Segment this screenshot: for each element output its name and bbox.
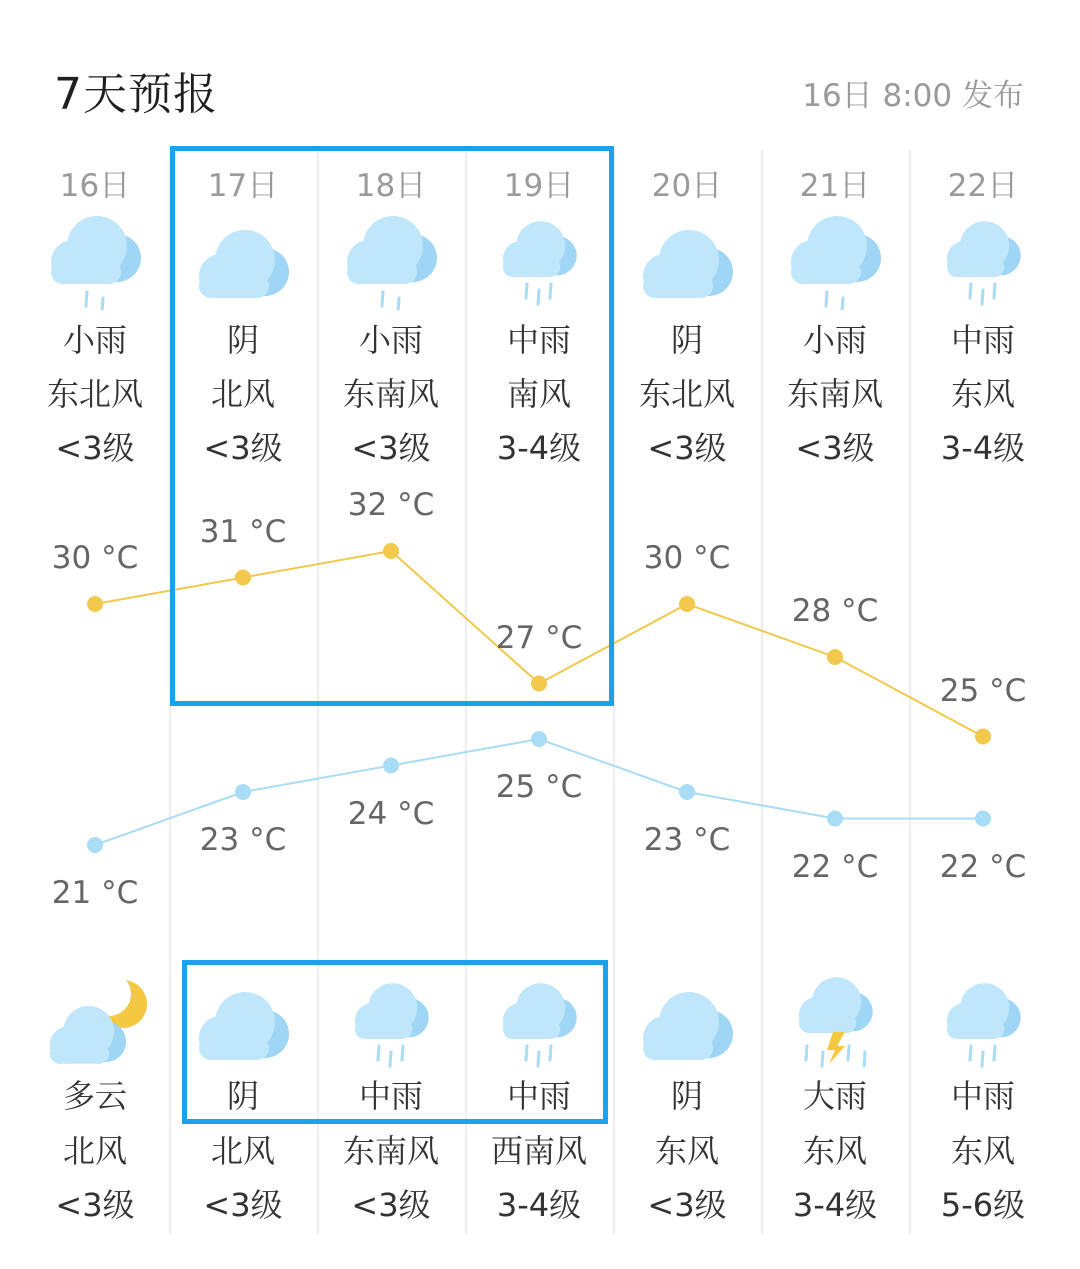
night-wind: 东风 <box>654 1132 719 1170</box>
high-temp-label: 32 °C <box>347 487 435 523</box>
day-weather: 中雨 <box>950 321 1015 359</box>
night-wind-level: 3-4级 <box>496 1186 582 1224</box>
night-wind: 东风 <box>802 1132 867 1170</box>
night-weather: 阴 <box>670 1077 703 1115</box>
high-temp-label: 30 °C <box>51 540 139 576</box>
day-wind: 东北风 <box>638 375 735 413</box>
night-weather: 多云 <box>62 1077 127 1115</box>
day-weather: 中雨 <box>506 321 571 359</box>
night-wind-level: <3级 <box>203 1186 283 1224</box>
day-weather: 小雨 <box>62 321 127 359</box>
published-time: 16日 8:00 发布 <box>802 78 1024 114</box>
night-wind-level: 5-6级 <box>940 1186 1026 1224</box>
day-weather: 阴 <box>226 321 259 359</box>
high-temp-point <box>87 596 103 612</box>
day-wind: 南风 <box>506 375 571 413</box>
night-weather: 阴 <box>226 1077 259 1115</box>
day-date: 21日 <box>799 168 871 204</box>
page-title: 7天预报 <box>54 69 218 120</box>
day-wind: 东北风 <box>46 375 143 413</box>
night-weather: 中雨 <box>358 1077 423 1115</box>
day-date: 22日 <box>947 168 1019 204</box>
low-temp-label: 25 °C <box>495 769 583 805</box>
day-date: 18日 <box>355 168 427 204</box>
day-wind-level: 3-4级 <box>940 429 1026 467</box>
day-wind-level: <3级 <box>203 429 283 467</box>
low-temp-point <box>975 811 991 827</box>
day-date: 17日 <box>207 168 279 204</box>
night-wind: 东风 <box>950 1132 1015 1170</box>
night-wind: 西南风 <box>490 1132 587 1170</box>
high-temp-label: 28 °C <box>791 593 879 629</box>
night-wind-level: <3级 <box>55 1186 135 1224</box>
night-wind-level: <3级 <box>647 1186 727 1224</box>
day-wind-level: <3级 <box>647 429 727 467</box>
day-wind-level: <3级 <box>795 429 875 467</box>
low-temp-label: 22 °C <box>939 848 1027 885</box>
day-wind-level: 3-4级 <box>496 429 582 467</box>
low-temp-label: 23 °C <box>199 822 287 858</box>
high-temp-point <box>975 729 991 745</box>
day-date: 19日 <box>503 168 575 204</box>
night-wind-level: 3-4级 <box>792 1186 878 1224</box>
low-temp-label: 21 °C <box>51 875 139 911</box>
day-date: 16日 <box>59 168 131 204</box>
night-weather: 中雨 <box>506 1077 571 1115</box>
high-temp-point <box>827 649 843 665</box>
low-temp-point <box>827 811 843 827</box>
low-temp-point <box>531 731 547 747</box>
highlight-box-night <box>182 960 608 1124</box>
night-wind: 北风 <box>62 1132 127 1170</box>
low-temp-label: 24 °C <box>347 795 435 832</box>
day-weather: 小雨 <box>358 321 423 359</box>
night-wind: 东南风 <box>342 1132 439 1170</box>
low-temp-point <box>235 784 251 800</box>
low-temp-point <box>383 758 399 774</box>
day-wind-level: <3级 <box>351 429 431 467</box>
day-wind: 东南风 <box>342 375 439 413</box>
night-weather: 大雨 <box>802 1077 867 1115</box>
high-temp-label: 25 °C <box>939 672 1027 709</box>
low-temp-point <box>87 837 103 853</box>
night-wind-level: <3级 <box>351 1186 431 1224</box>
night-weather: 中雨 <box>950 1077 1015 1115</box>
day-date: 20日 <box>651 168 723 204</box>
low-temp-label: 23 °C <box>643 822 731 858</box>
day-wind: 北风 <box>210 375 275 413</box>
night-wind: 北风 <box>210 1132 275 1170</box>
day-wind-level: <3级 <box>55 429 135 467</box>
day-wind: 东南风 <box>786 375 883 413</box>
high-temp-point <box>679 596 695 612</box>
day-wind: 东风 <box>950 375 1015 413</box>
day-weather: 小雨 <box>802 321 867 359</box>
high-temp-label: 27 °C <box>495 619 583 656</box>
high-temp-label: 30 °C <box>643 540 731 576</box>
day-weather: 阴 <box>670 321 703 359</box>
high-temp-label: 31 °C <box>199 513 287 550</box>
low-temp-label: 22 °C <box>791 848 879 885</box>
low-temp-point <box>679 784 695 800</box>
